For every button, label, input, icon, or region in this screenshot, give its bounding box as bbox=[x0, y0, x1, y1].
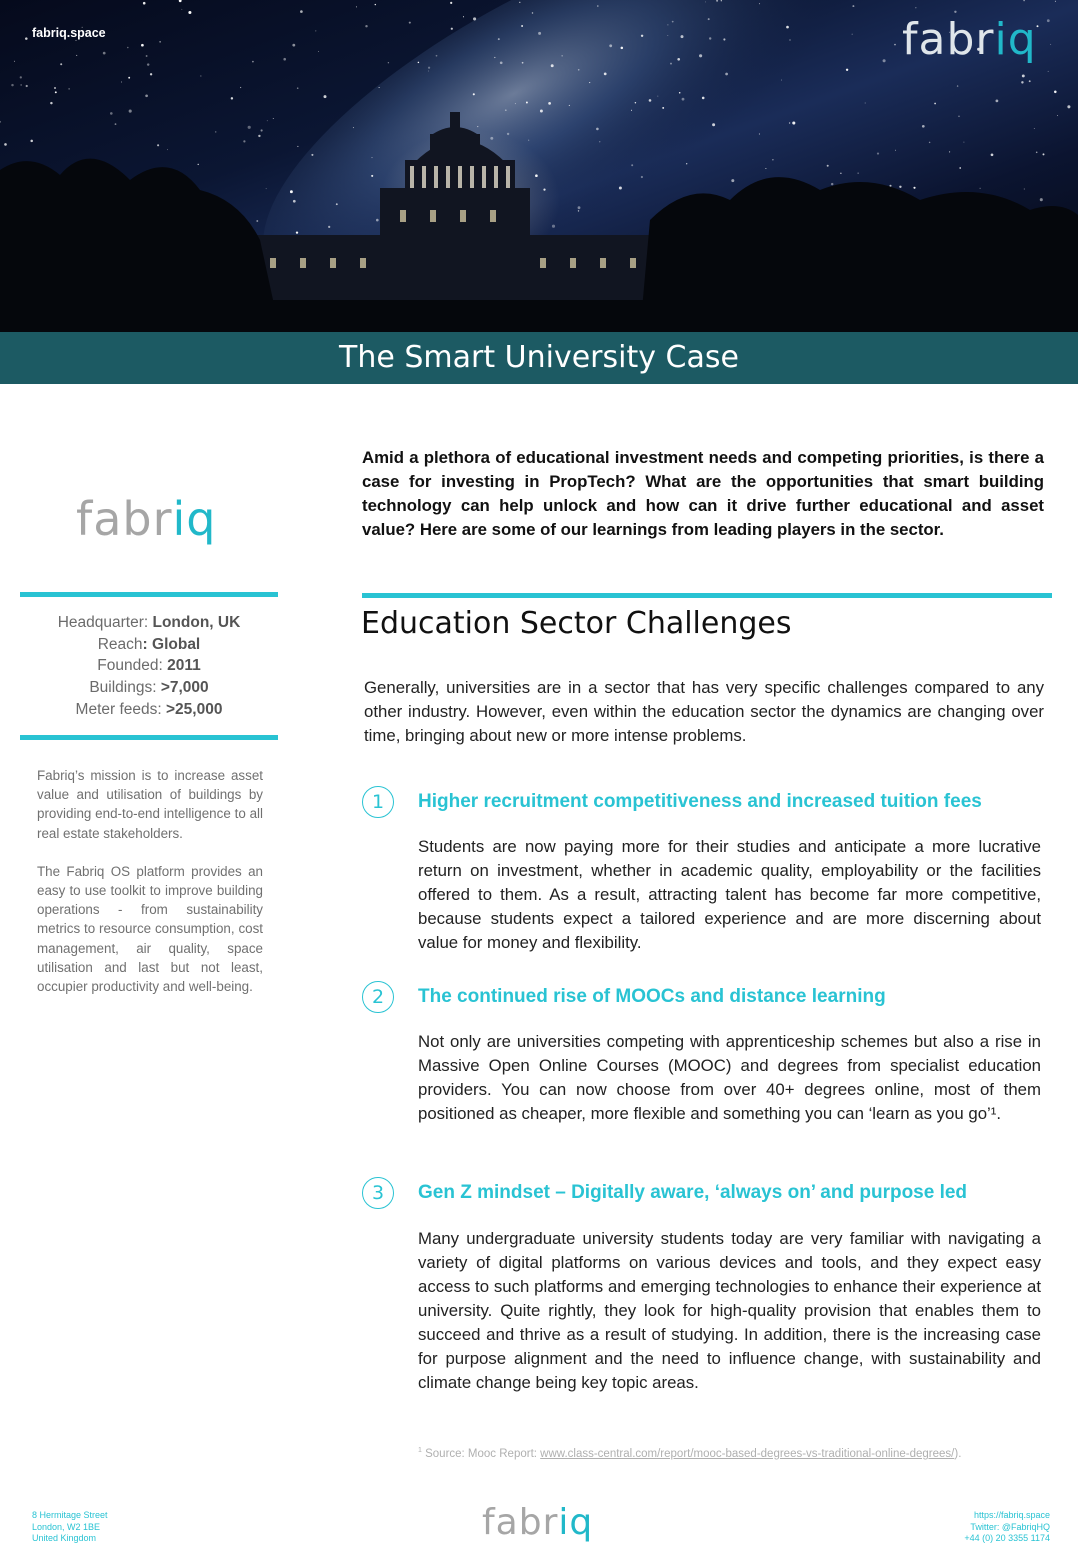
section-title: Education Sector Challenges bbox=[361, 606, 792, 641]
fact-reach: Reach: Global bbox=[97, 635, 201, 653]
sidebar-divider-top bbox=[20, 592, 278, 597]
company-facts bbox=[20, 612, 278, 721]
logo-accent-text: iq bbox=[558, 1502, 594, 1543]
number-circle-icon: 2 bbox=[362, 981, 394, 1013]
website-link[interactable]: https://fabriq.space bbox=[973, 1510, 1050, 1520]
twitter-link[interactable]: Twitter: @FabriqHQ bbox=[970, 1521, 1050, 1532]
logo-accent-text: iq bbox=[172, 492, 217, 546]
logo-text: fabr bbox=[76, 492, 173, 546]
fact-founded: Founded: 2011 bbox=[97, 657, 201, 675]
sidebar-logo bbox=[76, 492, 216, 546]
logo-accent-text: iq bbox=[994, 14, 1037, 65]
sidebar-divider-bottom bbox=[20, 735, 278, 740]
section-divider bbox=[362, 593, 1052, 598]
intro-paragraph: Amid a plethora of educational investment needs and competing priorities, is there a case for investing in PropTech? What are the opportunities that smart building technology can help unlock and how can it drive further educational and asset value? Here are some of our learnings from leading players in the sector. bbox=[362, 448, 1044, 539]
challenge-heading-2 bbox=[362, 981, 886, 1013]
platform-paragraph: The Fabriq OS platform provides an easy to use toolkit to improve building operations - from sustainability metrics to resource consumption, cost management, air quality, space utilisation and last but not least, occupier productivity and well-being. bbox=[37, 863, 263, 995]
footer-contact bbox=[964, 1510, 1050, 1545]
challenge-title: Gen Z mindset – Digitally aware, ‘always on’ and purpose led bbox=[418, 1182, 968, 1203]
number-circle-icon: 1 bbox=[362, 786, 394, 818]
number-circle-icon: 3 bbox=[362, 1177, 394, 1209]
challenge-title: Higher recruitment competitiveness and increased tuition fees bbox=[418, 791, 982, 812]
phone-number[interactable]: +44 (0) 20 3355 1174 bbox=[964, 1533, 1050, 1543]
fact-headquarter: Headquarter: London, UK bbox=[57, 614, 241, 631]
footer-address bbox=[32, 1510, 108, 1545]
section-intro: Generally, universities are in a sector that has very specific challenges compared to any other industry. However, even within the education sector the dynamics are changing over time, bringing about new or more intense problems. bbox=[364, 678, 1044, 745]
challenge-body-3: Many undergraduate university students today are very familiar with navigating a variety of digital platforms on various devices and tools, and they expect easy access to such platforms and emerging technologies to enhance their experience at university. Quite rightly, they look for high-quality provision that enables them to succeed and thrive as a result of studying. In addition, there is the increasing case for purpose alignment and the need to influence change, with sustainability and climate change being key topic areas. bbox=[418, 1229, 1041, 1392]
challenge-body-1: Students are now paying more for their studies and anticipate a more lucrative return on investment, whether in academic quality, employability or the facilities offered to them. As a result, attracting talent has become far more competitive, because students expect a tailored experience and are more discerning about value for money and flexibility. bbox=[418, 837, 1041, 952]
fabriq-logo bbox=[902, 14, 1037, 65]
challenge-title: The continued rise of MOOCs and distance learning bbox=[418, 986, 886, 1007]
footnote-prefix: Source: Mooc Report: bbox=[425, 1447, 541, 1460]
mission-paragraph: Fabriq’s mission is to increase asset value and utilisation of buildings by providing end-to-end intelligence to all real estate stakeholders. bbox=[37, 768, 263, 841]
title-bar bbox=[0, 332, 1078, 384]
address-line: London, W2 1BE bbox=[32, 1521, 101, 1532]
hero-image bbox=[0, 0, 1078, 332]
fact-meter-feeds: Meter feeds: >25,000 bbox=[75, 700, 223, 718]
challenge-heading-1 bbox=[362, 786, 982, 818]
address-line: United Kingdom bbox=[32, 1533, 97, 1543]
footnote bbox=[418, 1447, 1041, 1460]
footnote-suffix: ). bbox=[954, 1447, 962, 1460]
logo-text: fabr bbox=[902, 14, 995, 65]
site-url[interactable]: fabriq.space bbox=[32, 26, 106, 40]
footer-logo bbox=[482, 1502, 593, 1543]
footnote-marker: 1 bbox=[418, 1447, 422, 1454]
logo-text: fabr bbox=[482, 1502, 559, 1543]
mission-text bbox=[37, 766, 263, 996]
fact-buildings: Buildings: >7,000 bbox=[89, 679, 209, 697]
source-link[interactable]: www.class-central.com/report/mooc-based-degrees-vs-traditional-online-degrees/ bbox=[540, 1447, 955, 1460]
address-line: 8 Hermitage Street bbox=[32, 1510, 108, 1520]
challenge-heading-3 bbox=[362, 1177, 968, 1209]
page-title: The Smart University Case bbox=[339, 340, 739, 375]
challenge-body-2: Not only are universities competing with apprenticeship schemes but also a rise in Massive Open Online Courses (MOOC) and degrees from specialist education providers. You can now choose from over 40+ degrees online, most of them positioned as cheaper, more flexible and something you can ‘learn as you go’¹. bbox=[418, 1032, 1041, 1123]
